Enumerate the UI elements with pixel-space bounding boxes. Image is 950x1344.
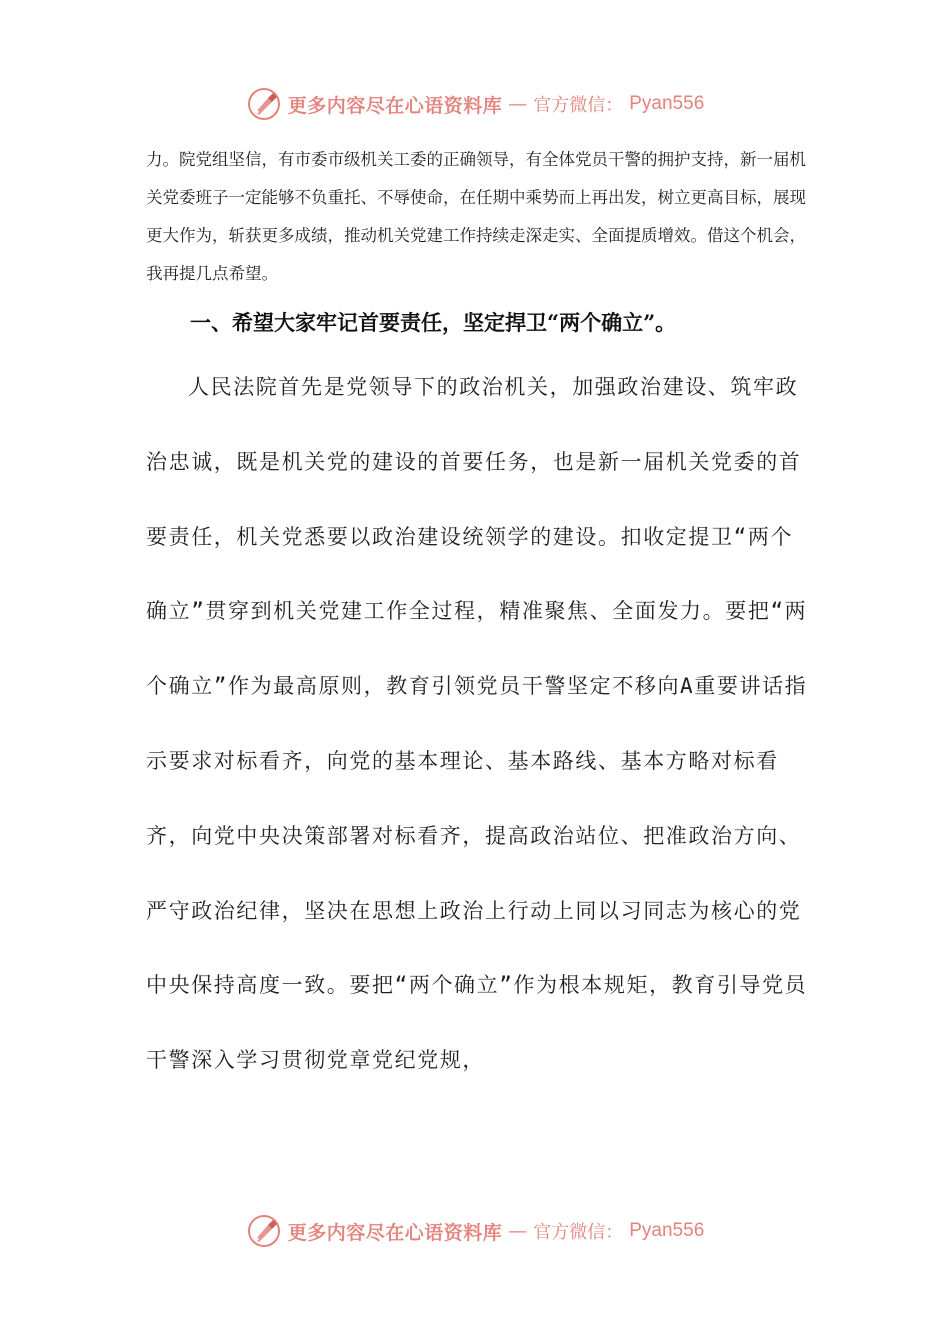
pen-nib-logo-icon — [246, 1213, 282, 1249]
wechat-label: 官方微信： — [533, 1222, 624, 1243]
intro-paragraph: 力。院党组坚信，有市委市级机关工委的正确领导，有全体党员干警的拥护支持，新一届机关党委班子一定能够不负重托、不辱使命，在任期中乘势而上再出发，树立更高目标，展现更大作为，斩获更多成绩，推动机关党建工作持续走深走实、全面提质增效。借这个机会，我再提几点希望。 — [146, 150, 806, 283]
pen-nib-logo-icon — [246, 86, 282, 122]
section-heading: 一、希望大家牢记首要责任，坚定捍卫“两个确立”。 — [190, 310, 677, 335]
site-name-text: 更多内容尽在心语资料库 — [287, 94, 503, 117]
body-paragraph: 人民法院首先是党领导下的政治机关，加强政治建设、筑牢政治忠诚，既是机关党的建设的首要任务，也是新一届机关党委的首要责任，机关党悉要以政治建设统领学的建设。扣收定提卫“两个确立”贯穿到机关党建工作全过程，精准聚焦、全面发力。要把“两个确立”作为最高原则，教育引领党员干警坚定不移向A重要讲话指示要求对标看齐，向党的基本理论、基本路线、基本方略对标看齐，向党中央决策部署对标看齐，提高政治站位、把准政治方向、严守政治纪律，坚决在思想上政治上行动上同以习同志为核心的党中央保持高度一致。要把“两个确立”作为根本规矩，教育引导党员干警深入学习贯彻党章党纪党规， — [146, 375, 808, 1073]
wechat-id: Pyan556 — [629, 1220, 705, 1241]
wechat-label: 官方微信： — [533, 95, 624, 116]
banner-dash: — — [508, 1220, 528, 1242]
banner-dash: — — [508, 93, 528, 115]
site-name-text: 更多内容尽在心语资料库 — [287, 1221, 503, 1244]
header-watermark-banner — [0, 84, 950, 124]
wechat-id: Pyan556 — [629, 93, 705, 114]
footer-watermark-banner — [0, 1211, 950, 1251]
